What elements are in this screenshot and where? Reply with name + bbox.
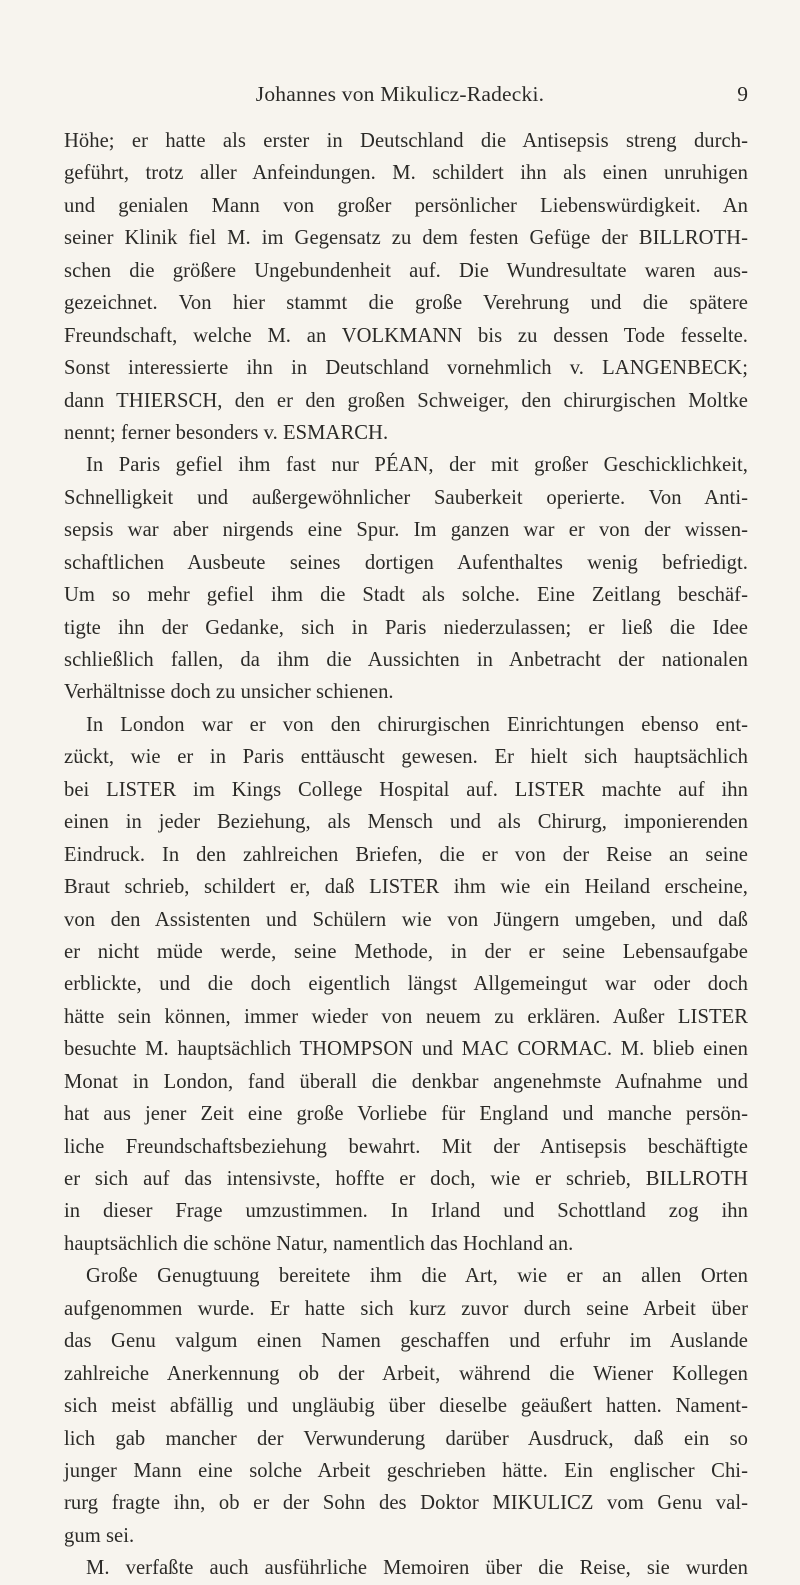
text-line: schen die größere Ungebundenheit auf. Die Wundresultate waren aus- — [64, 259, 748, 282]
text-line: liche Freundschaftsbeziehung bewahrt. Mit der Antisepsis beschäftigte — [64, 1135, 748, 1158]
text-line: erblickte, und die doch eigentlich längst Allgemeingut war oder doch — [64, 973, 748, 996]
text-line: er nicht müde werde, seine Methode, in der er seine Lebensaufgabe — [64, 940, 748, 963]
text-line: Höhe; er hatte als erster in Deutschland die Antisepsis streng durch- — [64, 130, 748, 152]
text-line: gezeichnet. Von hier stammt die große Verehrung und die spätere — [64, 292, 748, 315]
text-line: schaftlichen Ausbeute seines dortigen Aufenthaltes wenig befriedigt. — [64, 551, 748, 574]
text-line: er sich auf das intensivste, hoffte er doch, wie er schrieb, BILLROTH — [64, 1168, 748, 1190]
text-line: hätte sein können, immer wieder von neuem zu erklären. Außer LISTER — [64, 1005, 748, 1028]
text-line: zahlreiche Anerkennung ob der Arbeit, während die Wiener Kollegen — [64, 1362, 748, 1385]
text-line: rurg fragte ihn, ob er der Sohn des Doktor MIKULICZ vom Genu val- — [64, 1492, 748, 1515]
text-line: einen in jeder Beziehung, als Mensch und als Chirurg, imponierenden — [64, 811, 748, 834]
text-line: seiner Klinik fiel M. im Gegensatz zu dem festen Gefüge der BILLROTH- — [64, 227, 748, 250]
text-line: Freundschaft, welche M. an VOLKMANN bis zu dessen Tode fesselte. — [64, 324, 748, 347]
text-line: schließlich fallen, da ihm die Aussichten in Anbetracht der nationalen — [64, 649, 748, 671]
text-line: sich meist abfällig und ungläubig über dieselbe geäußert hatten. Nament- — [64, 1395, 748, 1418]
text-line: hauptsächlich die schöne Natur, namentlich das Hochland an. — [64, 1232, 574, 1255]
text-line: In London war er von den chirurgischen Einrichtungen ebenso ent- — [86, 713, 748, 736]
text-line: hat aus jener Zeit eine große Vorliebe für England und manche persön- — [64, 1103, 748, 1126]
text-line: dann THIERSCH, den er den großen Schweiger, den chirurgischen Moltke — [64, 389, 748, 412]
text-line: sepsis war aber nirgends eine Spur. Im ganzen war er von der wissen- — [64, 519, 748, 542]
text-line: In Paris gefiel ihm fast nur PÉAN, der mit großer Geschicklichkeit, — [86, 454, 748, 477]
text-line: M. verfaßte auch ausführliche Memoiren über die Reise, sie wurden — [86, 1557, 748, 1580]
text-line: lich gab mancher der Verwunderung darüber Ausdruck, daß ein so — [64, 1427, 748, 1450]
text-line: zückt, wie er in Paris enttäuscht gewesen. Er hielt sich hauptsächlich — [64, 746, 748, 769]
text-line: von den Assistenten und Schülern wie von Jüngern umgeben, und daß — [64, 908, 748, 931]
running-header — [0, 82, 800, 112]
text-line: Große Genugtuung bereitete ihm die Art, wie er an allen Orten — [86, 1265, 748, 1288]
body-text — [64, 125, 748, 1585]
text-line: Sonst interessierte ihn in Deutschland vornehmlich v. LANGENBECK; — [64, 357, 748, 380]
text-line: aufgenommen wurde. Er hatte sich kurz zuvor durch seine Arbeit über — [64, 1297, 748, 1320]
text-line: das Genu valgum einen Namen geschaffen und erfuhr im Auslande — [64, 1330, 748, 1353]
text-line: Monat in London, fand überall die denkbar angenehmste Aufnahme und — [64, 1070, 748, 1093]
text-line: und genialen Mann von großer persönlicher Liebenswürdigkeit. An — [64, 194, 748, 217]
text-line: Eindruck. In den zahlreichen Briefen, die er von der Reise an seine — [64, 843, 748, 866]
text-line: nennt; ferner besonders v. ESMARCH. — [64, 421, 389, 444]
text-line: Um so mehr gefiel ihm die Stadt als solche. Eine Zeitlang beschäf- — [64, 584, 748, 607]
text-line: junger Mann eine solche Arbeit geschrieben hätte. Ein englischer Chi- — [64, 1459, 748, 1482]
running-title: Johannes von Mikulicz-Radecki. — [255, 82, 545, 106]
text-line: gum sei. — [64, 1524, 135, 1547]
text-line: Schnelligkeit und außergewöhnlicher Sauberkeit operierte. Von Anti- — [64, 486, 748, 509]
text-line: Braut schrieb, schildert er, daß LISTER ihm wie ein Heiland erscheine, — [64, 876, 748, 899]
text-line: besuchte M. hauptsächlich THOMPSON und MAC CORMAC. M. blieb einen — [64, 1038, 748, 1061]
page-number: 9 — [737, 82, 748, 106]
text-line: tigte ihn der Gedanke, sich in Paris niederzulassen; er ließ die Idee — [64, 616, 748, 639]
text-line: in dieser Frage umzustimmen. In Irland und Schottland zog ihn — [64, 1200, 748, 1223]
text-line: Verhältnisse doch zu unsicher schienen. — [64, 681, 394, 704]
text-line: bei LISTER im Kings College Hospital auf. LISTER machte auf ihn — [64, 778, 748, 801]
text-line: geführt, trotz aller Anfeindungen. M. schildert ihn als einen unruhigen — [64, 162, 748, 185]
